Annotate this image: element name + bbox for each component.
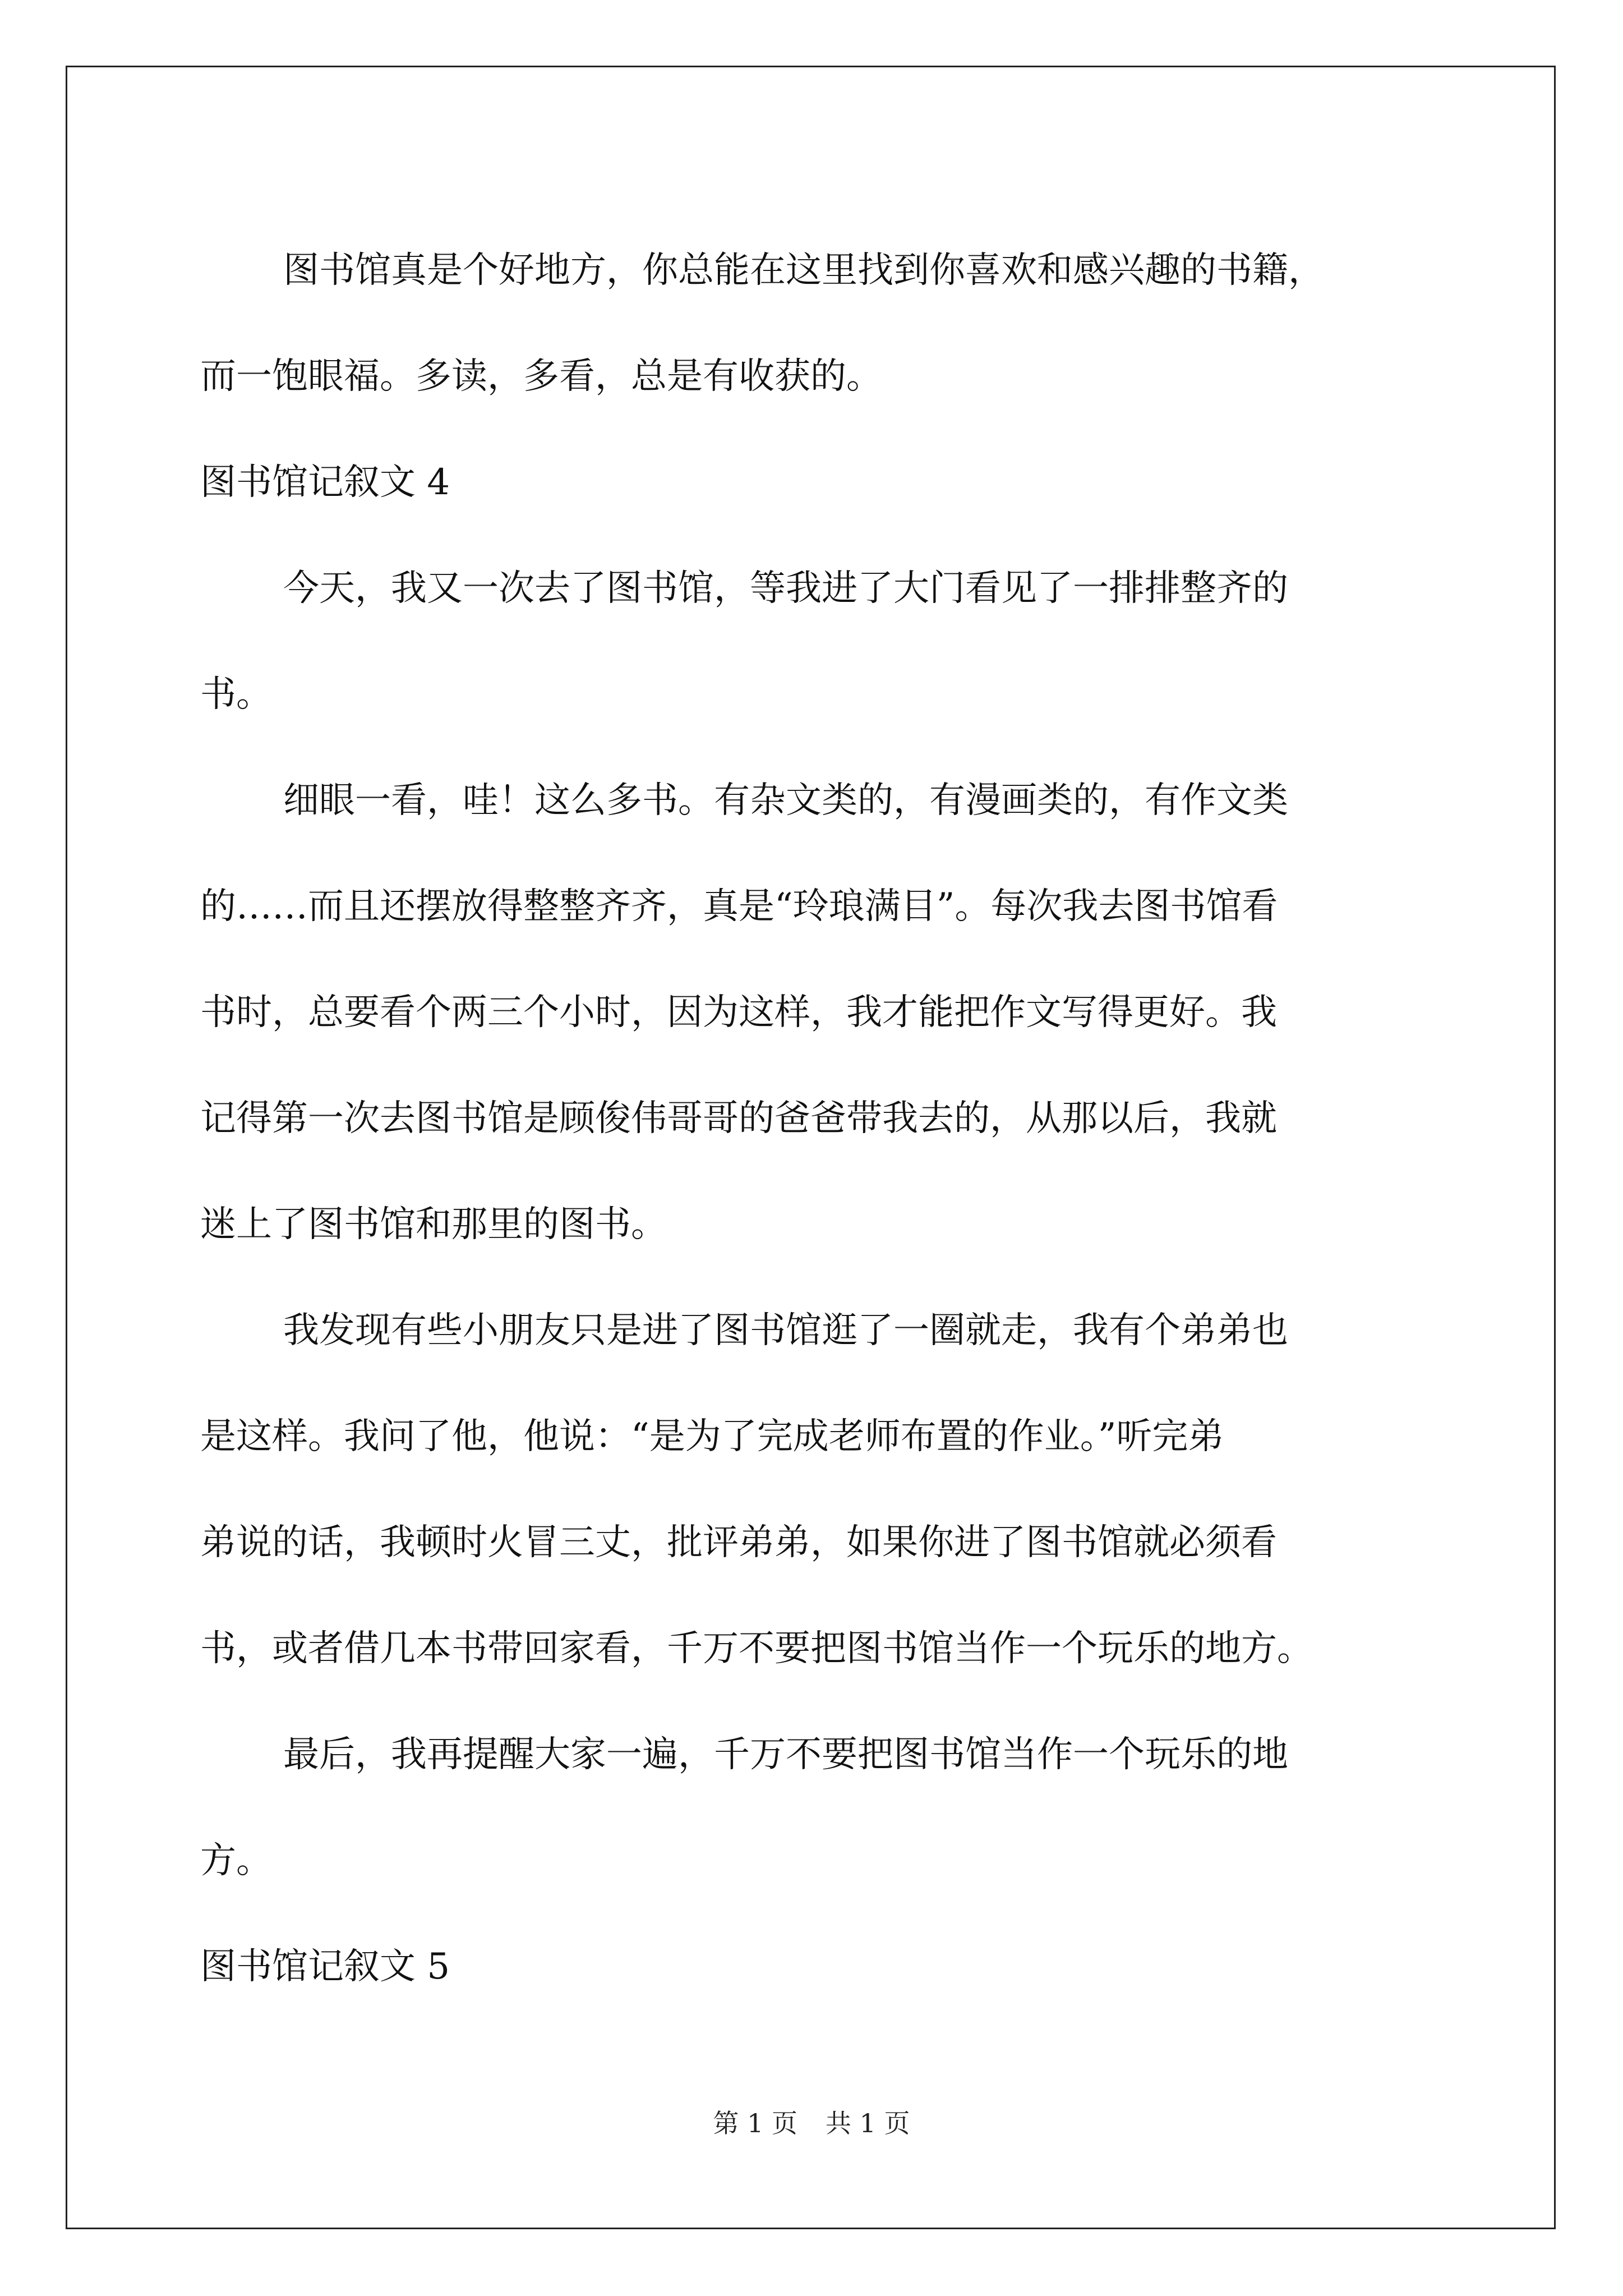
paragraph-line: 方。 — [200, 1840, 272, 1881]
paragraph-line: 图书馆真是个好地方，你总能在这里找到你喜欢和感兴趣的书籍， — [283, 250, 1324, 291]
document-body — [200, 218, 1428, 2020]
paragraph-line: 的……而且还摆放得整整齐齐，真是“玲琅满目”。每次我去图书馆看 — [200, 886, 1278, 927]
paragraph-line: 最后，我再提醒大家一遍，千万不要把图书馆当作一个玩乐的地 — [283, 1734, 1288, 1775]
paragraph-line: 细眼一看，哇！这么多书。有杂文类的，有漫画类的，有作文类 — [283, 780, 1288, 821]
paragraph-line: 是这样。我问了他，他说：“是为了完成老师布置的作业。”听完弟 — [200, 1416, 1224, 1457]
paragraph-line: 我发现有些小朋友只是进了图书馆逛了一圈就走，我有个弟弟也 — [283, 1310, 1288, 1351]
paragraph-line: 书。 — [200, 674, 272, 715]
paragraph-line: 书时，总要看个两三个小时，因为这样，我才能把作文写得更好。我 — [200, 992, 1277, 1033]
page-total: 共 1 页 — [826, 2108, 910, 2138]
paragraph-line: 弟说的话，我顿时火冒三丈，批评弟弟，如果你进了图书馆就必须看 — [200, 1522, 1277, 1563]
paragraph-line: 今天，我又一次去了图书馆，等我进了大门看见了一排排整齐的 — [283, 568, 1288, 609]
paragraph-line: 记得第一次去图书馆是顾俊伟哥哥的爸爸带我去的，从那以后，我就 — [200, 1098, 1277, 1139]
page-number: 第 1 页 — [713, 2108, 797, 2138]
page-footer — [0, 2106, 1623, 2140]
paragraph-line: 书，或者借几本书带回家看，千万不要把图书馆当作一个玩乐的地方。 — [200, 1628, 1313, 1669]
section-heading: 图书馆记叙文 5 — [200, 1946, 450, 1987]
paragraph-line: 而一饱眼福。多读，多看，总是有收获的。 — [200, 356, 882, 397]
paragraph-line: 迷上了图书馆和那里的图书。 — [200, 1204, 667, 1245]
section-heading: 图书馆记叙文 4 — [200, 462, 450, 503]
